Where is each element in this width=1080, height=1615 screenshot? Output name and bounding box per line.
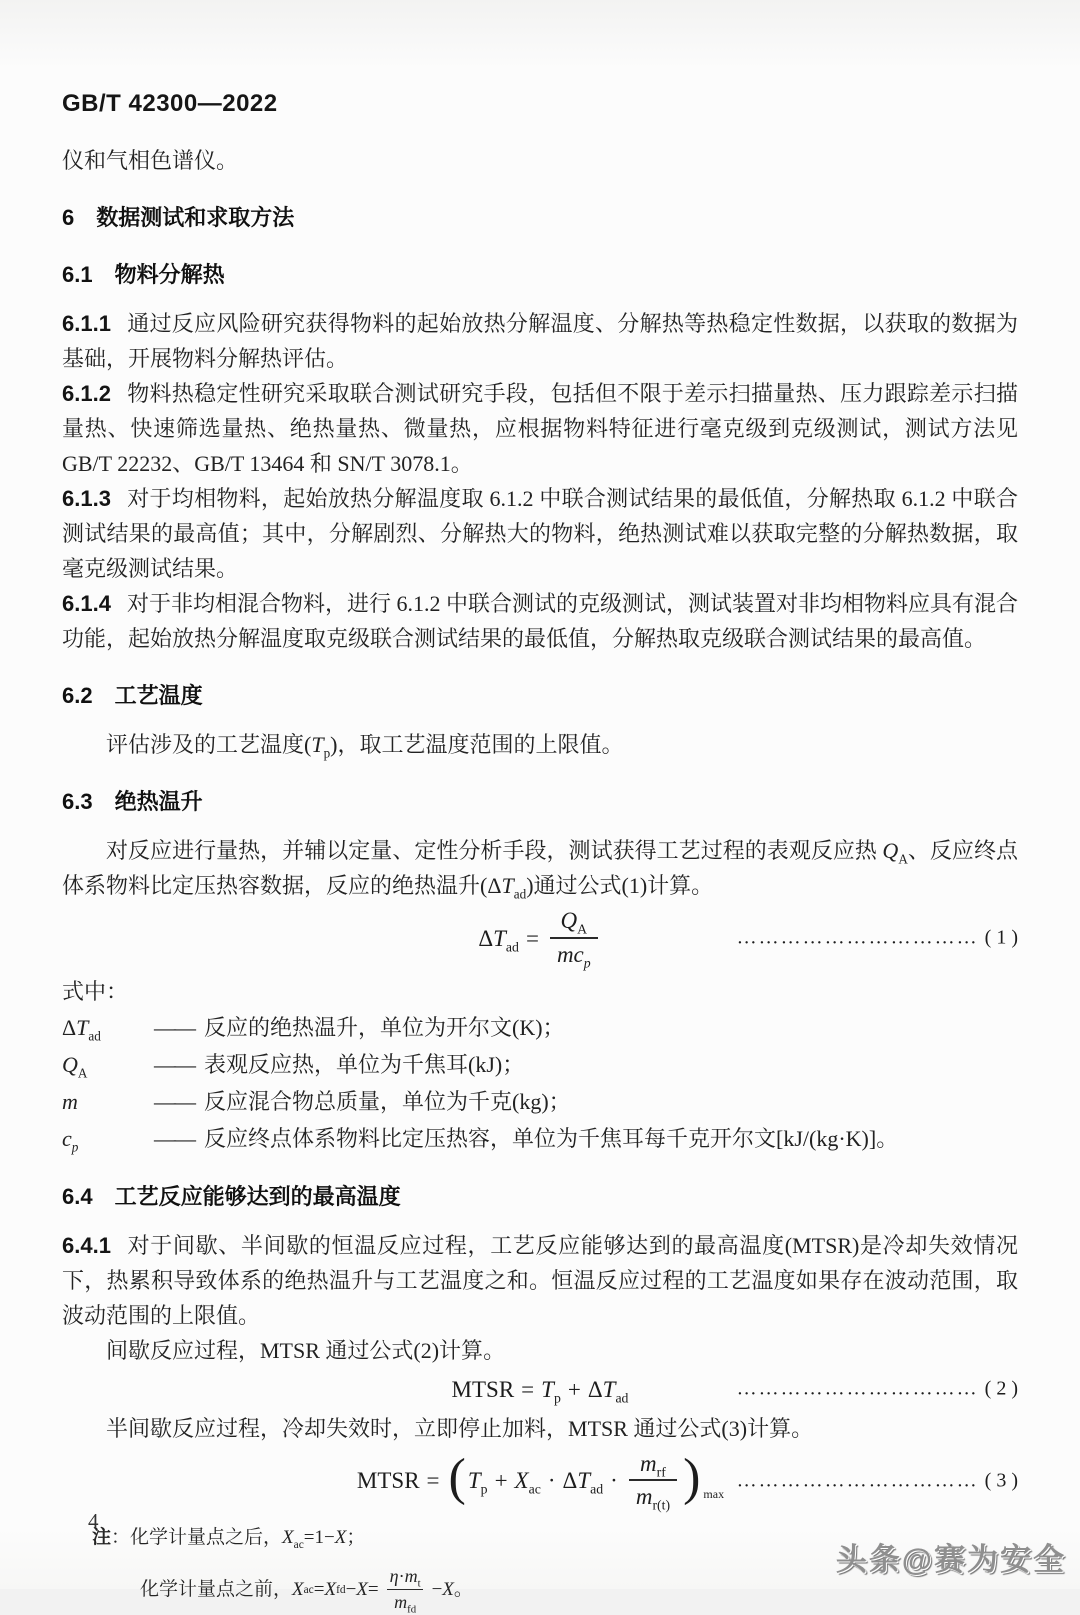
symbol-Tad: T [501,873,514,898]
clause-text: 对于均相物料，起始放热分解温度取 6.1.2 中联合测试结果的最低值，分解热取 6.1.2 中联合测试结果的最高值；其中，分解剧烈、分解热大的物料，绝热测试难以获取完整的分解热数据，取毫克级测试结果。 [62,486,1018,581]
definition-text: 反应混合物总质量，单位为千克(kg)； [204,1088,571,1114]
formula-3-leader: …………………………… ( 3 ) [736,1469,1018,1492]
section-number: 6.4 [62,1183,93,1209]
clause-6-4-1 [62,1228,1018,1333]
formula-3 [62,1450,1018,1513]
symbol-Tp: T [311,732,324,757]
paragraph-6-3: 对反应进行量热，并辅以定量、定性分析手段，测试获得工艺过程的表观反应热 $Q_A$、反应终点体系物料比定压热容数据，反应的绝热温升$(\Delta T_{ad})$通过公式(1)计算。 [62,838,1018,902]
fraction: $\frac{Q_A}{mc_p}$ [550,907,598,970]
watermark: 头条@赛为安全 [835,1542,1066,1577]
formula-3-expression: MTSR = ( $T_p$ + $X_{ac}$ · $\Delta T_{ad}$ · $\frac{m_{rf}}{m_{r(t)}}$ ) max [356,1448,725,1513]
clause-number: 6.1.1 [62,311,111,336]
fraction: $\frac{m_{rf}}{m_{r(t)}}$ [629,1450,677,1513]
definition-dash: —— [154,1051,194,1077]
clause-6-1-3 [62,481,1018,586]
clause-number: 6.1.4 [62,591,111,616]
formula-3-number: ( 3 ) [984,1469,1018,1492]
paragraph-6-2: 评估涉及的工艺温度$(T_p)$，取工艺温度范围的上限值。 [106,732,624,761]
max-subscript: max [703,1487,725,1502]
clause-number: 6.1.3 [62,486,111,511]
formula-1-leader: …………………………… ( 1 ) [736,926,1018,949]
section-number: 6.3 [62,789,93,814]
intro-paragraph: 仪和气相色谱仪。 [62,148,239,173]
section-heading-6-1 [62,257,1018,292]
formula-2-expression: MTSR = $T_p$ + $\Delta T_{ad}$ [451,1376,629,1406]
formula-1 [62,907,1018,970]
note-line-2: 化学计量点之前， X ac = X fd − X = $\frac{\eta\cdot m_t}{m_{fd}}$ − X 。 [140,1566,473,1615]
formula-1-number: ( 1 ) [984,926,1018,949]
paragraph-batch: 间歇反应过程，MTSR 通过公式(2)计算。 [106,1337,506,1363]
formula-2-leader: …………………………… ( 2 ) [736,1377,1018,1400]
definition-text: 反应终点体系物料比定压热容，单位为千焦耳每千克开尔文[kJ/(kg·K)]。 [204,1125,899,1151]
definition-text: 反应的绝热温升，单位为开尔文(K)； [204,1014,565,1040]
definition-dash: —— [154,1014,194,1040]
formula-1-expression: $\Delta T_{ad}$ = $\frac{Q_A}{mc_p}$ [478,907,601,970]
formula-2-number: ( 2 ) [984,1377,1018,1400]
page-number: 4 [88,1509,99,1533]
definition-symbol: $c_p$ [62,1125,79,1154]
definition-symbol: m [62,1088,78,1114]
fraction: $\frac{\eta\cdot m_t}{m_{fd}}$ [383,1566,428,1613]
section-number: 6 [62,205,75,230]
section-heading-6-3 [62,784,1018,819]
definition-symbol: $\Delta T_{ad}$ [62,1014,101,1043]
standard-code: GB/T 42300—2022 [62,90,278,117]
section-number: 6.2 [62,683,93,708]
section-title: 物料分解热 [114,262,225,287]
definition-dash: —— [154,1088,194,1114]
definition-text: 表观反应热，单位为千焦耳(kJ)； [204,1051,525,1077]
definition-symbol: $Q_A$ [62,1051,88,1080]
clause-text: 对于非均相混合物料，进行 6.1.2 中联合测试的克级测试，测试装置对非均相物料应具有混合功能，起始放热分解温度取克级联合测试结果的最低值，分解热取克级联合测试结果的最高值。 [62,591,1018,651]
symbol-QA: Q [882,838,899,863]
definition-dash: —— [154,1125,194,1151]
clause-text: 通过反应风险研究获得物料的起始放热分解温度、分解热等热稳定性数据，以获取的数据为基础，开展物料分解热评估。 [62,311,1018,371]
clause-6-1-2 [62,376,1018,481]
section-number: 6.1 [62,262,93,287]
section-title: 绝热温升 [114,789,203,814]
definition-row-QA [62,1046,1018,1083]
paragraph-semibatch: 半间歇反应过程，冷却失效时，立即停止加料，MTSR 通过公式(3)计算。 [106,1415,814,1441]
definition-row-cp [62,1120,1018,1157]
section-title: 数据测试和求取方法 [96,205,295,230]
formula-2 [62,1372,1018,1407]
section-title: 工艺反应能够达到的最高温度 [114,1183,401,1209]
clause-number: 6.4.1 [62,1232,111,1258]
clause-number: 6.1.2 [62,381,111,406]
where-label: 式中： [62,978,129,1004]
section-heading-6 [62,200,1018,235]
clause-6-1-1 [62,306,1018,376]
definition-row-dTad [62,1009,1018,1046]
section-title: 工艺温度 [114,683,203,708]
definition-row-m [62,1083,1018,1120]
clause-text: 对于间歇、半间歇的恒温反应过程，工艺反应能够达到的最高温度(MTSR)是冷却失效情况下，热累积导致体系的绝热温升与工艺温度之和。恒温反应过程的工艺温度如果存在波动范围，取波动范围的上限值。 [62,1232,1018,1328]
note-line-1: 注：化学计量点之后，$X_{ac}=1-X$； [92,1527,366,1551]
clause-6-1-4 [62,586,1018,656]
section-heading-6-4 [62,1179,1018,1214]
section-heading-6-2 [62,678,1018,713]
clause-text: 物料热稳定性研究采取联合测试研究手段，包括但不限于差示扫描量热、压力跟踪差示扫描量热、快速筛选量热、绝热量热、微量热，应根据物料特征进行毫克级到克级测试，测试方法见GB/T 22232、GB/T 13464 和 SN/T 3078.1。 [62,381,1018,476]
